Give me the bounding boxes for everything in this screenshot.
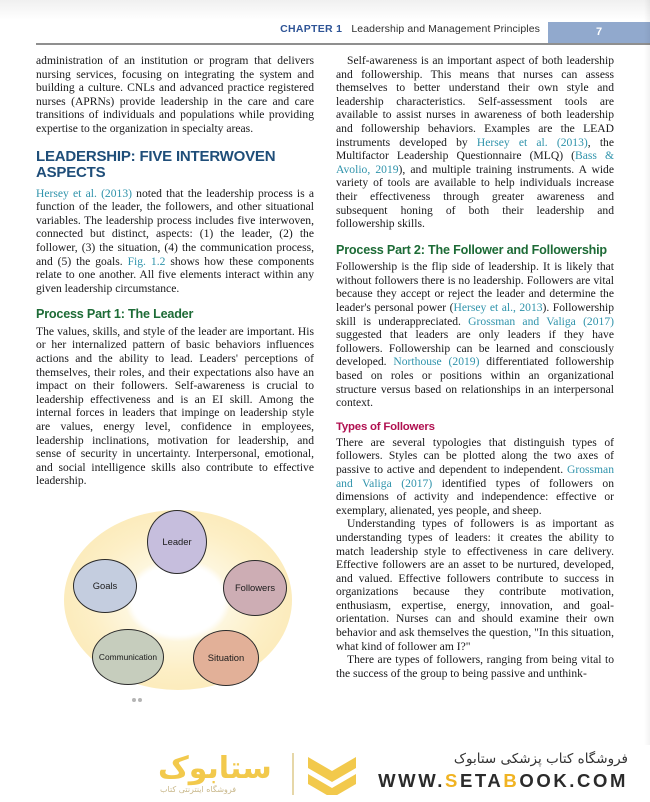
footer-tagline-fa: فروشگاه کتاب پزشکی ستابوک	[453, 751, 628, 767]
header-chapter-title: Leadership and Management Principles	[351, 23, 540, 35]
figure-node-situation: Situation	[193, 630, 259, 686]
figure-node-communication: Communication	[92, 629, 164, 685]
right-text-i: identified types of followers on dimensions of activity and independence: effective or exemplary, alienated, yes people, and sheep.	[336, 476, 614, 517]
figure-node-goals: Goals	[73, 559, 137, 613]
figure-node-leader: Leader	[147, 510, 207, 574]
figure-canvas	[40, 502, 310, 698]
left-paragraph-leadership-process	[36, 187, 314, 296]
heading-types-of-followers: Types of Followers	[336, 420, 435, 433]
right-text-f: suggested that leaders are only leaders if they have followers. Followership can be learned and consciously developed.	[336, 328, 614, 369]
figure-caption-dots	[132, 698, 146, 704]
right-text-b: , the Multifactor Leadership Questionnaire (MLQ) (	[336, 135, 614, 163]
citation-hersey-2013-right[interactable]: Hersey et al. (2013)	[476, 135, 588, 149]
right-paragraph-understanding-followers: Understanding types of followers is as important as understanding types of leaders: it creates the ability to match leadership style to effectiveness in care delivery. Effective followers are an asset to be nurtured, developed, and valued. Effective followers contribute to success in organizations because they contribute motivation, enthusiasm, expertise, energy, innovation, and goal-orientation. Nurses can and should examine their own behavior and ask themselves the question, "In this situation, what kind of follower am I?"	[336, 517, 614, 653]
footer-brand-block	[308, 749, 628, 793]
right-text-c: ), and multiple training instruments. A wide variety of tools are available to help individuals increase their effectiveness through greater awareness and subsequent honing of both their leadership and followership skills.	[336, 162, 614, 231]
logo-wordmark: ستابوک	[158, 751, 272, 786]
page-number: 7	[595, 26, 603, 38]
figure-1-2	[36, 502, 314, 702]
logo-divider	[292, 753, 294, 795]
heading-process-part-1: Process Part 1: The Leader	[36, 307, 194, 322]
url-suffix: OOK.COM	[519, 770, 628, 791]
figure-ring-hole	[130, 564, 226, 636]
url-middle: ETA	[459, 770, 504, 791]
right-text-e: ). Followership skill is underappreciated.	[336, 301, 614, 328]
left-column	[36, 54, 314, 702]
header-chapter-label: CHAPTER 1	[280, 23, 343, 35]
figure-node-followers: Followers	[223, 560, 287, 616]
right-text-a: Self-awareness is an important aspect of both leadership and followership. This means that nurses can assess themselves to better understand their own style and leadership characteristics. Self-assessment tools are available to assist nurses in awareness of both leadership and followership behaviors. Examples are the LEAD instruments developed by	[336, 54, 614, 149]
heading-leadership-five-interwoven-aspects: LEADERSHIP: FIVE INTERWOVEN ASPECTS	[36, 147, 276, 182]
left-paragraph-text-a: noted that the leadership process is a function of the leader, the followers, and other situational variables. The leadership process includes five interwoven, connected but distinct, aspects: (1) the leader, (2) the follower, (3) the situation, (4) the communication process, and (5) the goals.	[36, 186, 314, 268]
url-letter-b: B	[503, 770, 520, 791]
logo-subtitle: فروشگاه اینترنتی کتاب	[160, 785, 237, 794]
running-header	[0, 22, 650, 44]
citation-hersey-et-al-2013[interactable]: Hersey et al., 2013	[453, 301, 543, 314]
citation-bass-avolio-2019[interactable]: Bass & Avolio, 2019	[336, 149, 614, 176]
right-text-h: There are several typologies that distinguish types of followers. Styles can be plotted along the two axes of passive to active and dependent to independent.	[336, 435, 614, 476]
citation-grossman-valiga-2017[interactable]: Grossman and Valiga (2017)	[468, 314, 614, 328]
left-paragraph-continued: administration of an institution or program that delivers nursing services, focusing on integrating the system and building a culture. CNLs and advanced practice registered nurses (APRNs) provide leadership in the care and care transitions of individuals and populations while providing expertise to the organization in specialty areas.	[36, 54, 314, 135]
right-paragraph-ranging: There are types of followers, ranging from being vital to the success of the group to being passive and unthink-	[336, 653, 614, 680]
right-paragraph-typologies	[336, 436, 614, 518]
left-paragraph-the-leader: The values, skills, and style of the leader are important. His or her internalized pattern of basic behaviors influences actions and the ability to lead. Leaders' perceptions of themselves, their roles, and their expectations also have an impact on their followers. Self-awareness is crucial to leadership effectiveness and is an EI skill. Among the internal forces in leaders that impinge on leadership style are values, energy level, confidence in employees, leadership inclinations, motivation for leadership, and sense of security in uncertainty. Interpersonal, emotional, and social intelligence skills also contribute to effective leadership.	[36, 324, 314, 488]
header-title-group	[280, 23, 540, 35]
two-column-body	[36, 54, 614, 702]
right-paragraph-followership	[336, 260, 614, 410]
footer-url[interactable]	[308, 769, 628, 793]
footer-watermark	[0, 745, 650, 802]
citation-grossman-valiga-2017-b[interactable]: Grossman and Valiga (2017)	[336, 462, 614, 490]
right-text-d: Followership is the flip side of leadership. It is likely that without followers there is no leadership. Followers are vital because they accept or reject the leader and determine the leader's personal power (	[336, 260, 614, 314]
right-paragraph-self-awareness	[336, 54, 614, 231]
url-prefix: WWW.	[378, 770, 445, 791]
right-text-g: differentiated followership based on roles or positions within an organizational structure versus based on relationships in an interpersonal context.	[336, 355, 614, 410]
citation-northouse-2019[interactable]: Northouse (2019)	[393, 355, 480, 369]
scan-shadow-top	[0, 0, 650, 20]
scan-shadow-right	[644, 0, 650, 745]
heading-process-part-2: Process Part 2: The Follower and Followership	[336, 242, 607, 257]
figure-reference-fig-1-2[interactable]: Fig. 1.2	[127, 254, 166, 268]
header-rule	[36, 43, 650, 45]
left-paragraph-text-b: shows how these components relate to one another. All five elements interact within any given leadership circumstance.	[36, 254, 314, 295]
url-letter-s: S	[445, 770, 460, 791]
citation-hersey-2013[interactable]: Hersey et al. (2013)	[36, 186, 132, 200]
right-column	[336, 54, 614, 702]
